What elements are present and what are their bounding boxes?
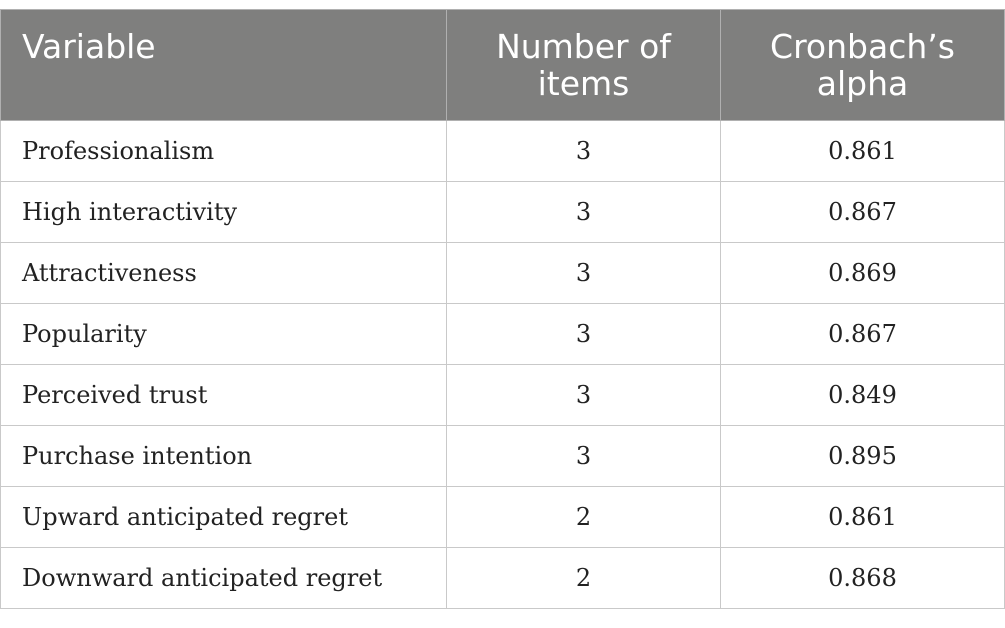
table-row — [1, 548, 1005, 609]
header-cronbachs-alpha-line1: Cronbach’s — [770, 27, 955, 66]
header-variable — [1, 10, 447, 121]
cell-variable: Purchase intention — [1, 426, 447, 487]
table-body — [1, 121, 1005, 609]
cell-cronbachs-alpha: 0.861 — [721, 487, 1005, 548]
cell-cronbachs-alpha: 0.849 — [721, 365, 1005, 426]
header-number-of-items — [447, 10, 721, 121]
cell-variable: High interactivity — [1, 182, 447, 243]
cell-number-of-items: 2 — [447, 487, 721, 548]
table-row — [1, 365, 1005, 426]
cell-cronbachs-alpha: 0.861 — [721, 121, 1005, 182]
table-row — [1, 243, 1005, 304]
cell-cronbachs-alpha: 0.895 — [721, 426, 1005, 487]
cell-number-of-items: 3 — [447, 182, 721, 243]
cell-variable: Upward anticipated regret — [1, 487, 447, 548]
cell-cronbachs-alpha: 0.869 — [721, 243, 1005, 304]
table-row — [1, 426, 1005, 487]
cell-variable: Professionalism — [1, 121, 447, 182]
reliability-table — [0, 9, 1005, 609]
table-row — [1, 121, 1005, 182]
table-row — [1, 182, 1005, 243]
header-number-of-items-line1: Number of — [496, 27, 671, 66]
cell-cronbachs-alpha: 0.867 — [721, 304, 1005, 365]
cell-number-of-items: 3 — [447, 304, 721, 365]
table-row — [1, 304, 1005, 365]
cell-variable: Attractiveness — [1, 243, 447, 304]
header-variable-label: Variable — [22, 27, 156, 66]
cell-number-of-items: 2 — [447, 548, 721, 609]
cell-variable: Popularity — [1, 304, 447, 365]
cell-variable: Downward anticipated regret — [1, 548, 447, 609]
cell-cronbachs-alpha: 0.867 — [721, 182, 1005, 243]
header-cronbachs-alpha-line2: alpha — [816, 64, 909, 103]
header-row — [1, 10, 1005, 121]
cell-number-of-items: 3 — [447, 121, 721, 182]
cell-variable: Perceived trust — [1, 365, 447, 426]
cell-cronbachs-alpha: 0.868 — [721, 548, 1005, 609]
cell-number-of-items: 3 — [447, 426, 721, 487]
header-cronbachs-alpha — [721, 10, 1005, 121]
cell-number-of-items: 3 — [447, 243, 721, 304]
header-number-of-items-line2: items — [537, 64, 630, 103]
table-header — [1, 10, 1005, 121]
cell-number-of-items: 3 — [447, 365, 721, 426]
table-row — [1, 487, 1005, 548]
